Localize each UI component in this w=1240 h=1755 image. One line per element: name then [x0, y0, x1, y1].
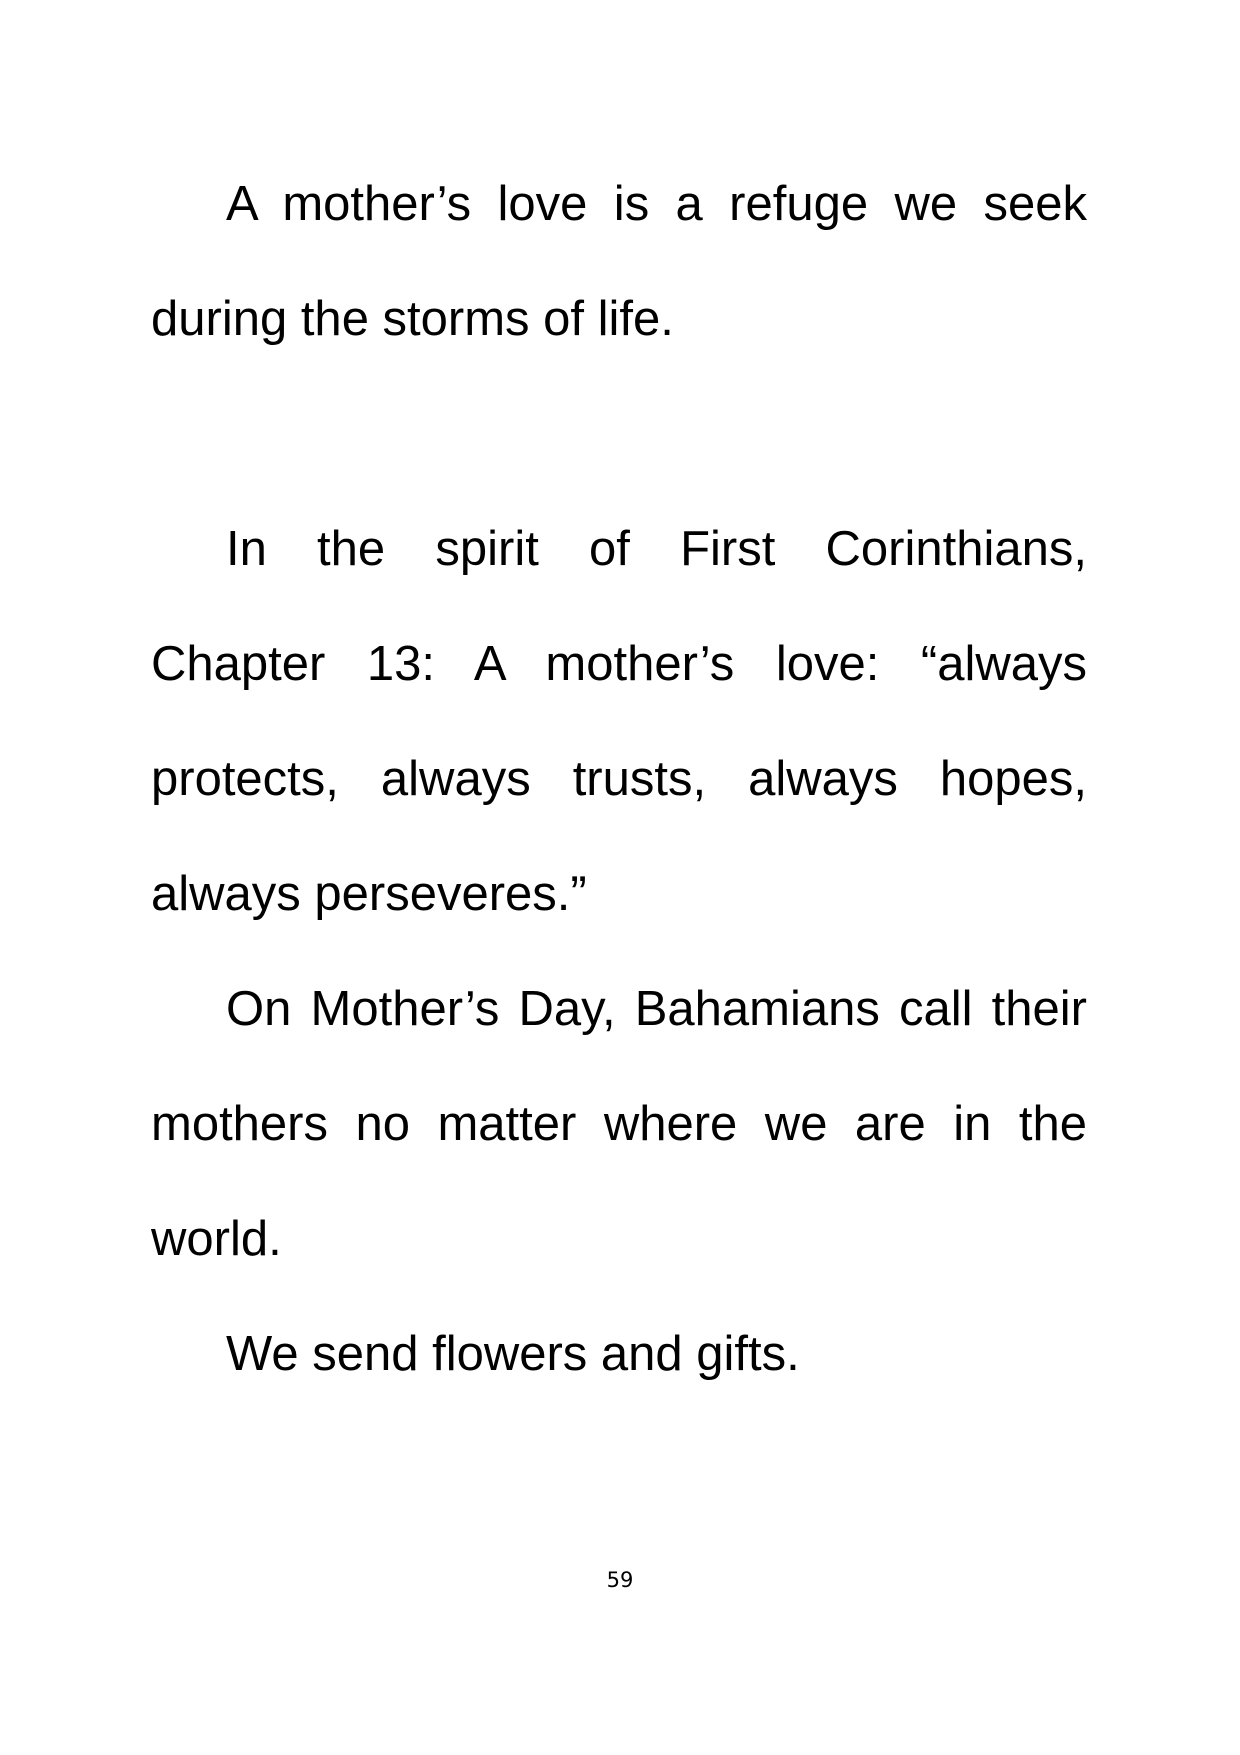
- page-body: [151, 147, 1087, 1412]
- paragraph-refuge: A mother’s love is a refuge we seek during the storms of life.: [151, 177, 1087, 346]
- paragraph-mothers-day: On Mother’s Day, Bahamians call their mothers no matter where we are in the world.: [151, 982, 1087, 1266]
- paragraph-flowers: We send flowers and gifts.: [226, 1327, 800, 1381]
- page-number: 59: [606, 1568, 634, 1592]
- paragraph-corinthians: In the spirit of First Corinthians, Chapter 13: A mother’s love: “always protects, always trusts, always hopes, always perseveres.”: [151, 522, 1087, 921]
